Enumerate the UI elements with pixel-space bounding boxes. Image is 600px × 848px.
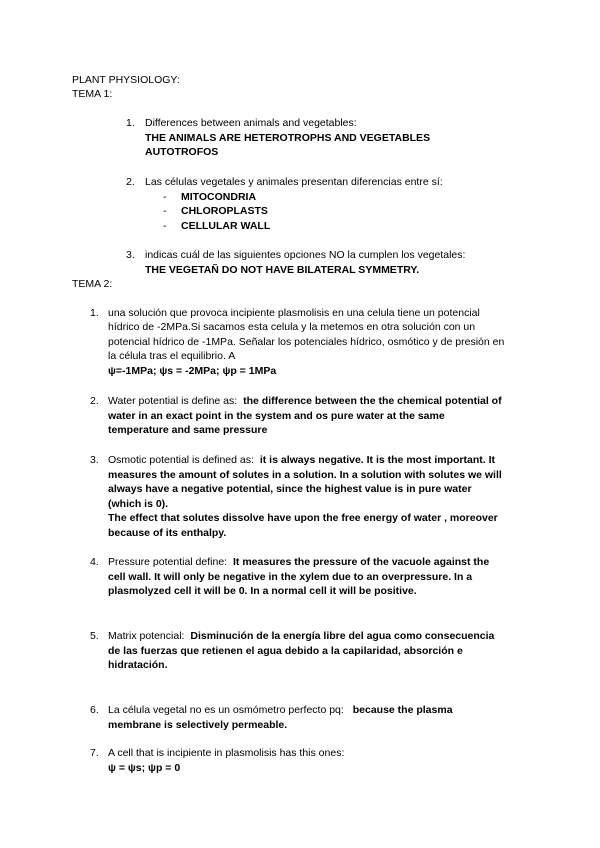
- tema2-q2-prefix: Water potential is define as:: [108, 395, 238, 407]
- tema2-q1-number: 1.: [90, 307, 99, 319]
- tema2-q6-first-line: [108, 703, 453, 717]
- tema1-item2-bullet-chloroplasts: CHLOROPLASTS: [181, 205, 268, 217]
- tema2-q6-answer-line1: membrane is selectively permeable.: [108, 719, 288, 731]
- document-title: PLANT PHYSIOLOGY:: [72, 74, 180, 86]
- tema2-q5-number: 5.: [90, 630, 99, 642]
- tema2-q4-number: 4.: [90, 556, 99, 568]
- tema2-q7-number: 7.: [90, 747, 99, 759]
- tema1-item2-question: Las células vegetales y animales presentan diferencias entre sí:: [145, 176, 443, 188]
- tema2-q4-answer-line2: plasmolyzed cell it will be 0. In a normal cell it will be positive.: [108, 585, 417, 597]
- tema2-q1-line2: hídrico de -2MPa.Si sacamos esta celula y la metemos en otra solución con un: [108, 321, 476, 333]
- tema2-q2-answer-line2: temperature and same pressure: [108, 424, 268, 436]
- tema2-q5-answer-line2: hidratación.: [108, 659, 168, 671]
- tema2-heading: TEMA 2:: [72, 278, 113, 290]
- bullet-dash: -: [163, 220, 167, 232]
- tema2-q3-answer-line1: measures the amount of solutes in a solution. In a solution with solutes we will: [108, 469, 502, 481]
- tema2-q6-number: 6.: [90, 704, 99, 716]
- tema2-q3-first-line: [108, 453, 495, 467]
- tema2-q7-answer: ψ = ψs; ψp = 0: [108, 762, 181, 774]
- tema2-q4-first-line: [108, 555, 489, 569]
- tema1-heading: TEMA 1:: [72, 88, 113, 100]
- tema2-q1-answer: ψ=-1MPa; ψs = -2MPa; ψp = 1MPa: [108, 365, 277, 377]
- tema2-q2-answer-first: the difference between the the chemical potential of: [243, 395, 502, 407]
- tema2-q1-line4: la célula tras el equilibrio. A: [108, 350, 236, 362]
- tema2-q3-answer-line2: always have a negative potential, since the highest value is in pure water: [108, 483, 472, 495]
- tema1-item1-answer-line1: THE ANIMALS ARE HETEROTROPHS AND VEGETABLES: [145, 132, 431, 144]
- tema2-q3-answer-line4: The effect that solutes dissolve have upon the free energy of water , moreover: [108, 512, 498, 524]
- tema1-item1-answer-line2: AUTOTROFOS: [145, 146, 219, 158]
- tema1-item1-number: 1.: [126, 117, 135, 129]
- tema2-q1-line3: potencial hídrico de -1MPa. Señalar los potenciales hídrico, osmótico y de presión en: [108, 336, 505, 348]
- tema2-q3-answer-first: it is always negative. It is the most important. It: [259, 454, 495, 466]
- tema2-q3-number: 3.: [90, 454, 99, 466]
- tema2-q6-answer-first: because the plasma: [352, 704, 453, 716]
- bullet-dash: -: [163, 191, 167, 203]
- tema1-item3-question: indicas cuál de las siguientes opciones NO la cumplen los vegetales:: [145, 249, 466, 261]
- tema2-q3-answer-line5: because of its enthalpy.: [108, 527, 227, 539]
- tema2-q5-answer-first: Disminución de la energía libre del agua como consecuencia: [190, 630, 495, 642]
- tema2-q5-prefix: Matrix potencial:: [108, 630, 185, 642]
- tema2-q6-prefix: La célula vegetal no es un osmómetro perfecto pq:: [108, 704, 344, 716]
- tema2-q4-answer-line1: cell wall. It will only be negative in the xylem due to an overpressure. In a: [108, 571, 473, 583]
- tema1-item3-answer: THE VEGETAÑ DO NOT HAVE BILATERAL SYMMETRY.: [145, 264, 420, 276]
- tema2-q2-first-line: [108, 394, 502, 408]
- tema2-q7-question: A cell that is incipiente in plasmolisis has this ones:: [108, 747, 345, 759]
- tema1-item1-question: Differences between animals and vegetables:: [145, 117, 357, 129]
- tema2-q3-answer-line3: (which is 0).: [108, 498, 169, 510]
- tema2-q1-line1: una solución que provoca incipiente plasmolisis en una celula tiene un potencial: [108, 307, 480, 319]
- tema1-item2-number: 2.: [126, 176, 135, 188]
- tema1-item3-number: 3.: [126, 249, 135, 261]
- tema2-q2-answer-line1: water in an exact point in the system and os pure water at the same: [108, 410, 445, 422]
- tema1-item2-bullet-mitocondria: MITOCONDRIA: [181, 191, 257, 203]
- tema2-q2-number: 2.: [90, 395, 99, 407]
- tema1-item2-bullet-cellular-wall: CELLULAR WALL: [181, 220, 271, 232]
- bullet-dash: -: [163, 205, 167, 217]
- tema2-q4-prefix: Pressure potential define:: [108, 556, 228, 568]
- tema2-q5-first-line: [108, 629, 494, 643]
- tema2-q5-answer-line1: de las fuerzas que retienen el agua debido a la capilaridad, absorción e: [108, 645, 463, 657]
- tema2-q4-answer-first: It measures the pressure of the vacuole against the: [233, 556, 490, 568]
- tema2-q3-prefix: Osmotic potential is defined as:: [108, 454, 254, 466]
